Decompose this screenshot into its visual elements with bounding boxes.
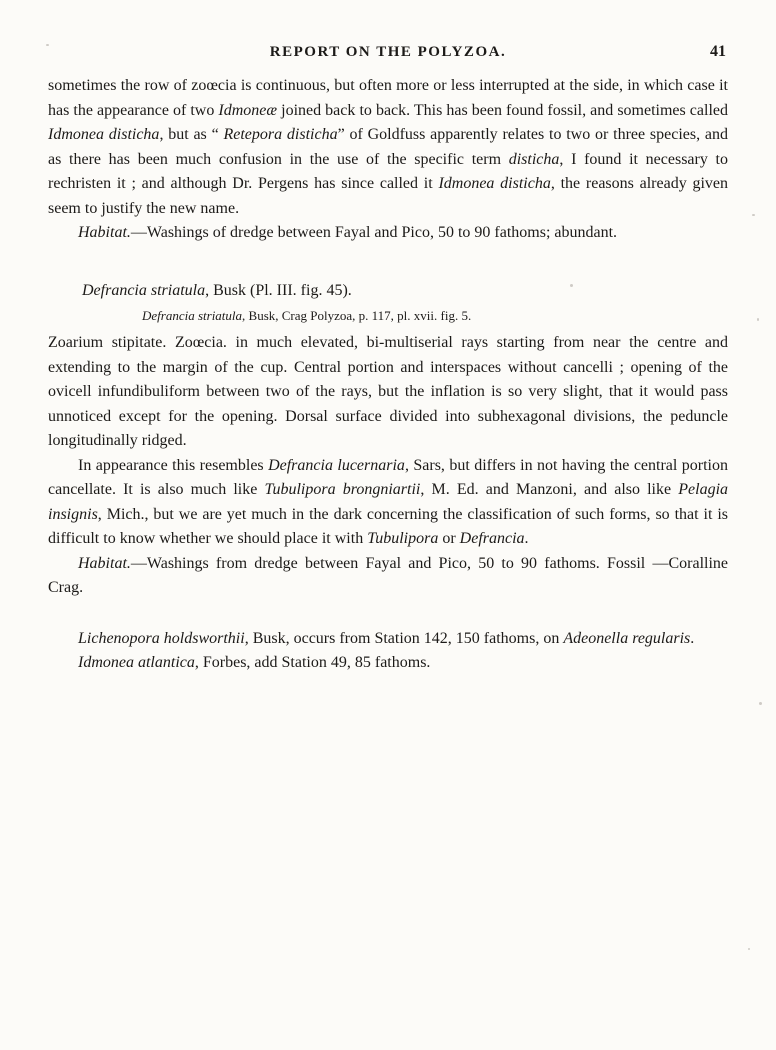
scan-speck (759, 702, 762, 705)
page-header (48, 40, 728, 66)
scan-speck (46, 44, 49, 46)
scan-speck (757, 318, 759, 321)
paragraph-zoarium: Zoarium stipitate. Zoœcia. in much elevated, bi-multiserial rays starting from near the centre and extending to the margin of the cup. Central portion and interspaces without cancelli ; opening of the ovicell infundibuliform between two of the rays, but the inflation is so very slight, that it would pass unnoticed except for the opening. Dorsal surface divided into subhexagonal divisions, the peduncle longitudinally ridged. (48, 334, 728, 449)
scan-speck (752, 214, 755, 216)
scan-speck (748, 948, 750, 950)
citation-line: Defrancia striatula, Busk, Crag Polyzoa, p. 117, pl. xvii. fig. 5. (142, 308, 472, 323)
scan-speck (570, 284, 573, 287)
running-title: REPORT ON THE POLYZOA. (269, 44, 507, 60)
paragraph-appearance: In appearance this resembles Defrancia lucernaria, Sars, but differs in not having the central portion cancellate. It is also much like Tubulipora brongniartii, M. Ed. and Manzoni, and also like Pelagia insignis, Mich., but we are yet much in the dark concerning the classification of such forms, so that it is difficult to know whether we should place it with Tubulipora or Defrancia. (48, 456, 729, 547)
paragraph-idmonea: Idmonea atlantica, Forbes, add Station 49, 85 fathoms. (78, 654, 431, 671)
page-number: 41 (710, 43, 726, 60)
paragraph-intro: sometimes the row of zoœcia is continuous, but often more or less interrupted at the side, in which case it has the appearance of two Idmoneæ joined back to back. This has been found fossil, and sometimes called Idmonea disticha, but as “ Retepora disticha” of Goldfuss apparently relates to two or three species, and as there has been much confusion in the use of the specific term disticha, I found it necessary to rechristen it ; and although Dr. Pergens has since called it Idmonea disticha, the reasons already given seem to justify the new name. (48, 77, 729, 217)
paragraph-lichenopora: Lichenopora holdsworthii, Busk, occurs from Station 142, 150 fathoms, on Adeonella regularis. (78, 629, 695, 647)
species-heading: Defrancia striatula, Busk (Pl. III. fig. 45). (82, 281, 352, 299)
paragraph-habitat-2: Habitat.—Washings from dredge between Fayal and Pico, 50 to 90 fathoms. Fossil —Coralline Crag. (48, 554, 728, 596)
paragraph-habitat-1: Habitat.—Washings of dredge between Fayal and Pico, 50 to 90 fathoms; abundant. (78, 224, 618, 241)
